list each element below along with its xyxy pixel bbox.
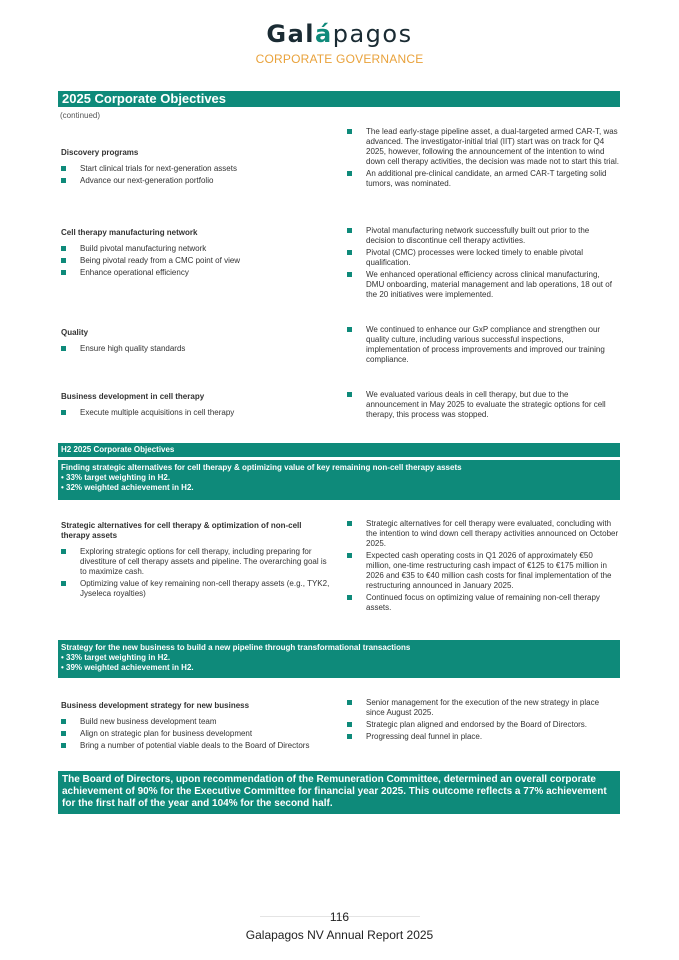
objective-item: Start clinical trials for next-generation assets	[61, 164, 331, 174]
strategic-alternatives-results	[347, 519, 619, 615]
objective-item: Build new business development team	[61, 717, 331, 727]
block-heading: Cell therapy manufacturing network	[61, 228, 198, 237]
objective-item: Advance our next-generation portfolio	[61, 176, 331, 186]
h2-objectives-header	[58, 443, 620, 457]
objective-item: Exploring strategic options for cell therapy, including preparing for divestiture of cell therapy assets and pipeline. The overarching goal is to maximize cash.	[61, 547, 331, 577]
band-title: Strategy for the new business to build a new pipeline through transformational transactions	[61, 643, 411, 652]
result-item: Expected cash operating costs in Q1 2026 of approximately €50 million, one-time restructuring cash impact of €125 to €175 million in 2026 and €35 to €40 million cash costs for final implementation of the restructuring announced in January 2025.	[347, 551, 619, 591]
bd-new-business-results	[347, 698, 619, 744]
band-title: Finding strategic alternatives for cell therapy & optimizing value of key remaining non-cell therapy assets	[61, 463, 462, 472]
continued-label: (continued)	[60, 111, 101, 120]
objective-item: Align on strategic plan for business development	[61, 729, 331, 739]
result-item: Continued focus on optimizing value of remaining non-cell therapy assets.	[347, 593, 619, 613]
manufacturing-results	[347, 226, 619, 302]
result-item: We enhanced operational efficiency across clinical manufacturing, DMU onboarding, material management and lab operations, 18 out of the 20 initiatives were implemented.	[347, 270, 619, 300]
quality-objectives	[61, 328, 331, 356]
block-heading: Strategic alternatives for cell therapy & optimization of non-cell therapy assets	[61, 521, 302, 540]
result-item: Pivotal (CMC) processes were locked timely to enable pivotal qualification.	[347, 248, 619, 268]
galapagos-logo: Galápagos	[266, 20, 413, 48]
objective-item: Enhance operational efficiency	[61, 268, 331, 278]
result-item: We evaluated various deals in cell therapy, but due to the announcement in May 2025 to evaluate the strategic options for cell therapy, this process was stopped.	[347, 390, 619, 420]
block-heading: Quality	[61, 328, 89, 337]
report-title: Galapagos NV Annual Report 2025	[245, 928, 434, 942]
block-heading: Business development in cell therapy	[61, 392, 205, 401]
h2-title: H2 2025 Corporate Objectives	[61, 445, 175, 454]
result-item: Pivotal manufacturing network successfully built out prior to the decision to discontinue cell therapy activities.	[347, 226, 619, 246]
objective-item: Optimizing value of key remaining non-cell therapy assets (e.g., TYK2, Jyseleca royalties)	[61, 579, 331, 599]
discovery-objectives	[61, 148, 331, 188]
block-heading: Discovery programs	[61, 148, 139, 157]
section-name: CORPORATE GOVERNANCE	[255, 52, 424, 66]
objective-item: Bring a number of potential viable deals to the Board of Directors	[61, 741, 331, 751]
objective-item: Ensure high quality standards	[61, 344, 331, 354]
bd-cell-therapy-objectives	[61, 392, 331, 420]
quality-results	[347, 325, 619, 367]
result-item: Strategic plan aligned and endorsed by the Board of Directors.	[347, 720, 619, 730]
objective-item: Execute multiple acquisitions in cell therapy	[61, 408, 331, 418]
page-number: 116	[329, 910, 350, 924]
overall-achievement-summary: The Board of Directors, upon recommendation of the Remuneration Committee, determined an overall corporate achievement of 90% for the Executive Committee for financial year 2025. This outcome reflects a 77% achievement for the first half of the year and 104% for the second half.	[58, 771, 620, 814]
manufacturing-objectives	[61, 228, 331, 280]
strategic-alternatives-objectives	[61, 521, 331, 601]
bd-cell-therapy-results	[347, 390, 619, 422]
weighted-achievement: • 39% weighted achievement in H2.	[61, 663, 194, 672]
result-item: Progressing deal funnel in place.	[347, 732, 619, 742]
h2-band-strategic-alternatives	[58, 460, 620, 500]
objective-item: Being pivotal ready from a CMC point of view	[61, 256, 331, 266]
discovery-results	[347, 127, 619, 191]
bd-new-business-objectives	[61, 701, 331, 753]
target-weighting: • 33% target weighting in H2.	[61, 653, 171, 662]
block-heading: Business development strategy for new business	[61, 701, 250, 710]
result-item: We continued to enhance our GxP compliance and strengthen our quality culture, including various successful inspections, implementation of process improvements and improved our training compliance.	[347, 325, 619, 365]
result-item: An additional pre-clinical candidate, an armed CAR-T targeting solid tumors, was nominated.	[347, 169, 619, 189]
objective-item: Build pivotal manufacturing network	[61, 244, 331, 254]
result-item: Senior management for the execution of the new strategy in place since August 2025.	[347, 698, 619, 718]
page-title: 2025 Corporate Objectives	[58, 91, 620, 107]
result-item: The lead early-stage pipeline asset, a dual-targeted armed CAR-T, was advanced. The investigator-initial trial (IIT) start was on track for Q4 2025, however, following the announcement of the intention to wind down cell therapy activities, the decision was made not to start this trial.	[347, 127, 619, 167]
h2-band-new-business	[58, 640, 620, 678]
target-weighting: • 33% target weighting in H2.	[61, 473, 171, 482]
weighted-achievement: • 32% weighted achievement in H2.	[61, 483, 194, 492]
result-item: Strategic alternatives for cell therapy were evaluated, concluding with the intention to wind down cell therapy activities announced on October 2025.	[347, 519, 619, 549]
